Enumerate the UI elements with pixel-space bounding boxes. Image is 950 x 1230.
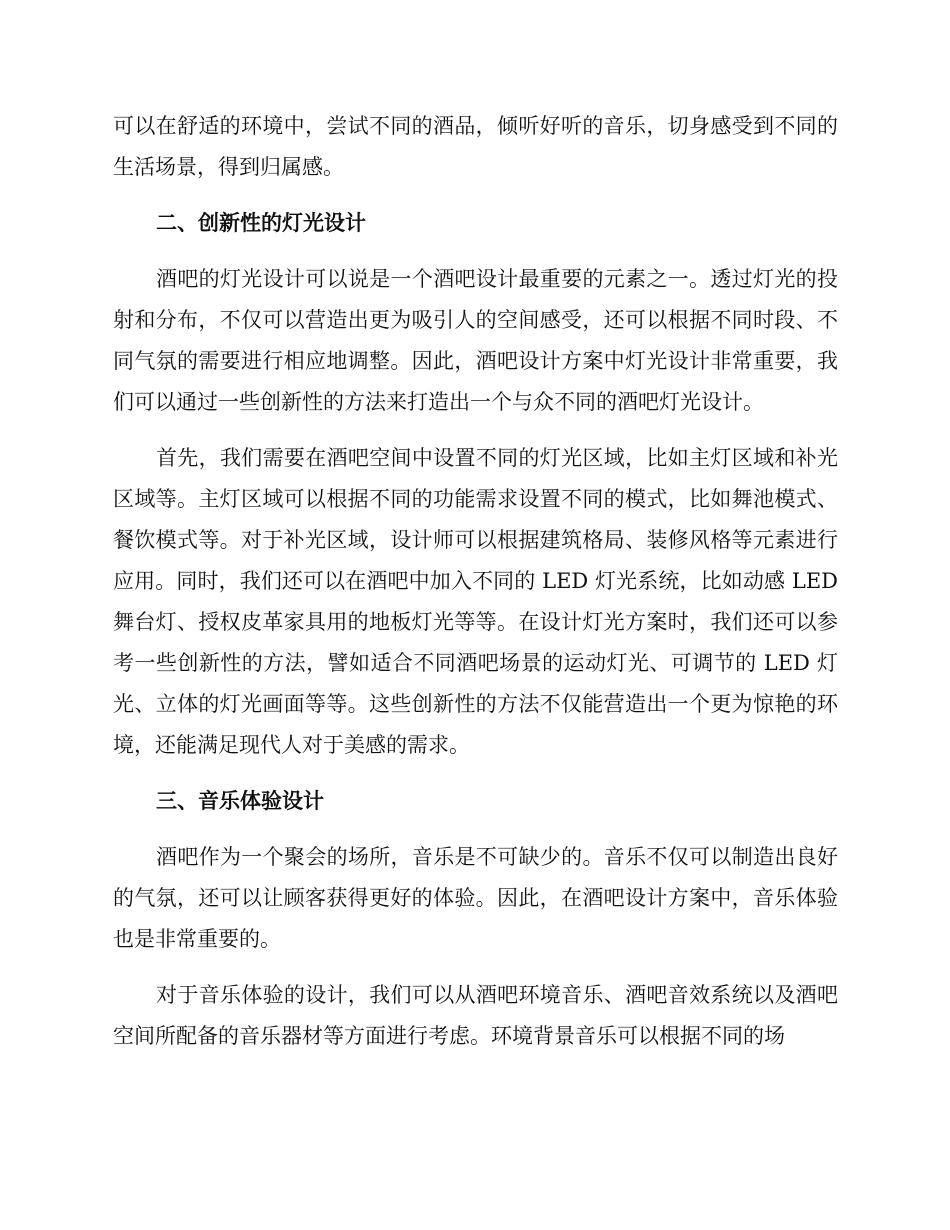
section-heading-lighting: 二、创新性的灯光设计 bbox=[156, 211, 366, 235]
intro-continued-paragraph: 可以在舒适的环境中，尝试不同的酒品，倾听好听的音乐，切身感受到不同的生活场景，得到归属感。 bbox=[113, 114, 838, 179]
music-paragraph-2: 对于音乐体验的设计，我们可以从酒吧环境音乐、酒吧音效系统以及酒吧空间所配备的音乐器材等方面进行考虑。环境背景音乐可以根据不同的场 bbox=[113, 983, 838, 1048]
lighting-paragraph-2: 首先，我们需要在酒吧空间中设置不同的灯光区域，比如主灯区域和补光区域等。主灯区域可以根据不同的功能需求设置不同的模式，比如舞池模式、餐饮模式等。对于补光区域，设计师可以根据建筑格局、装修风格等元素进行应用。同时，我们还可以在酒吧中加入不同的 LED 灯光系统，比如动感 LED 舞台灯、授权皮革家具用的地板灯光等等。在设计灯光方案时，我们还可以参考一些创新性的方法，譬如适合不同酒吧场景的运动灯光、可调节的 LED 灯光、立体的灯光画面等等。这些创新性的方法不仅能营造出一个更为惊艳的环境，还能满足现代人对于美感的需求。 bbox=[113, 446, 838, 757]
lighting-paragraph-1: 酒吧的灯光设计可以说是一个酒吧设计最重要的元素之一。透过灯光的投射和分布，不仅可以营造出更为吸引人的空间感受，还可以根据不同时段、不同气氛的需要进行相应地调整。因此，酒吧设计方案中灯光设计非常重要，我们可以通过一些创新性的方法来打造出一个与众不同的酒吧灯光设计。 bbox=[113, 267, 838, 414]
music-paragraph-1: 酒吧作为一个聚会的场所，音乐是不可缺少的。音乐不仅可以制造出良好的气氛，还可以让顾客获得更好的体验。因此，在酒吧设计方案中，音乐体验也是非常重要的。 bbox=[113, 845, 838, 951]
document-body bbox=[113, 106, 838, 1072]
section-heading-music: 三、音乐体验设计 bbox=[156, 789, 324, 813]
